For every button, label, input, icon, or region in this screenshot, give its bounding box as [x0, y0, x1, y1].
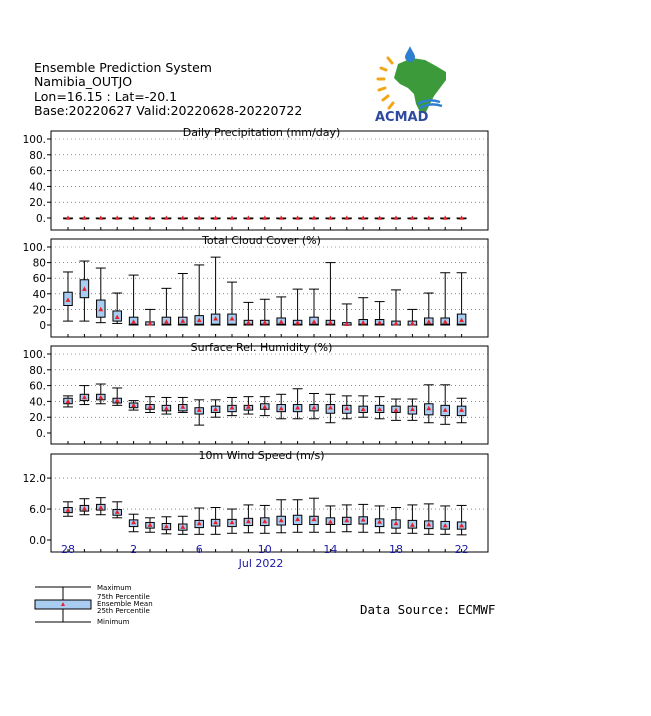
box-07-01	[112, 502, 122, 518]
box-07-12	[293, 500, 303, 533]
box-07-10	[260, 397, 270, 416]
box-07-11	[276, 215, 286, 219]
box-07-01	[112, 215, 122, 219]
box-07-02	[129, 275, 139, 325]
x-tick-label: 22	[454, 543, 469, 556]
box-07-20	[424, 293, 434, 325]
box-07-03	[145, 309, 155, 325]
panel-frame	[51, 454, 488, 552]
legend	[35, 584, 153, 626]
logo-text: ACMAD	[375, 110, 429, 125]
box-06-28	[63, 215, 73, 219]
x-tick-label: 28	[61, 543, 75, 556]
box-07-18	[391, 507, 401, 533]
y-tick-label: 80	[32, 257, 46, 270]
box-07-14	[325, 263, 335, 325]
y-tick-label: 0.	[35, 428, 46, 440]
y-tick-label: 0.0	[29, 535, 46, 547]
y-tick-label: 60	[32, 273, 46, 286]
box-07-17	[375, 397, 385, 419]
box-07-14	[325, 506, 335, 532]
x-tick-label: 6	[195, 543, 203, 556]
box-07-21	[440, 506, 450, 534]
box-07-05	[178, 516, 188, 534]
box-07-20	[424, 385, 434, 423]
box-07-11	[276, 394, 286, 418]
panel-title: Surface Rel. Humidity (%)	[190, 341, 333, 354]
y-tick-label: 60.	[29, 380, 46, 393]
x-tick-label: 18	[389, 543, 403, 556]
y-tick-label: 100.	[22, 349, 46, 361]
panel-title: 10m Wind Speed (m/s)	[198, 449, 325, 462]
y-tick-label: 100.	[22, 242, 46, 254]
x-tick-label: 10	[257, 543, 272, 556]
y-tick-label: 40	[32, 288, 46, 301]
box-07-14	[325, 394, 335, 422]
box-07-21	[440, 273, 450, 325]
acmad-logo	[375, 46, 446, 125]
box-07-05	[178, 274, 188, 325]
box-06-28	[63, 396, 73, 407]
y-tick-label: 40.	[29, 396, 46, 409]
box-07-20	[424, 504, 434, 534]
box-07-02	[129, 401, 139, 410]
x-tick-label: 2	[130, 543, 138, 556]
box-07-11	[276, 500, 286, 533]
box-07-17	[375, 215, 385, 219]
y-tick-label: 100.	[22, 134, 46, 146]
legend-p75-label: 75th Percentile	[97, 593, 150, 601]
y-tick-label: 60.	[29, 165, 46, 178]
box-07-15	[342, 304, 352, 326]
y-tick-label: 6.0	[29, 504, 46, 517]
y-tick-label: 0	[39, 320, 46, 332]
box-07-16	[358, 298, 368, 325]
header-location: Namibia_OUTJO	[34, 74, 133, 89]
box-06-29	[79, 215, 89, 219]
box-07-22	[457, 215, 467, 219]
box-07-17	[375, 506, 385, 533]
box-07-09	[243, 302, 253, 325]
box-07-15	[342, 215, 352, 219]
header-title: Ensemble Prediction System	[34, 60, 212, 75]
box-07-21	[440, 385, 450, 425]
box-07-22	[457, 505, 467, 534]
box-07-04	[161, 397, 171, 414]
y-tick-label: 0.	[35, 213, 46, 225]
africa-map-logo-icon	[378, 46, 446, 112]
y-tick-label: 40.	[29, 181, 46, 194]
box-06-30	[96, 215, 106, 219]
box-07-02	[129, 215, 139, 219]
y-tick-label: 20.	[29, 197, 46, 210]
x-tick-label: 14	[323, 543, 338, 556]
box-07-06	[194, 265, 204, 325]
box-07-18	[391, 215, 401, 219]
header	[34, 60, 302, 118]
box-07-15	[342, 396, 352, 419]
month-label: Jul 2022	[238, 557, 284, 570]
box-07-05	[178, 397, 188, 412]
box-07-13	[309, 498, 319, 532]
box-07-05	[178, 215, 188, 219]
box-07-19	[407, 215, 417, 219]
box-07-07	[211, 257, 221, 325]
y-tick-label: 80.	[29, 149, 46, 162]
box-06-30	[96, 498, 106, 515]
box-06-28	[63, 272, 73, 321]
box-07-04	[161, 288, 171, 325]
box-06-30	[96, 384, 106, 404]
y-tick-label: 80.	[29, 364, 46, 377]
box-06-29	[79, 499, 89, 515]
box-07-07	[211, 400, 221, 417]
panel-frame	[51, 131, 488, 230]
box-07-16	[358, 215, 368, 219]
header-dates: Base:20220627 Valid:20220628-20220722	[34, 103, 303, 118]
box-07-03	[145, 518, 155, 532]
box-07-13	[309, 394, 319, 419]
box-07-10	[260, 505, 270, 533]
box-06-29	[79, 386, 89, 405]
box-07-18	[391, 290, 401, 325]
legend-p25-label: 25th Percentile	[97, 607, 150, 615]
box-07-07	[211, 215, 221, 219]
box-07-13	[309, 215, 319, 219]
box-07-14	[325, 215, 335, 219]
x-axis	[61, 543, 469, 556]
box-06-30	[96, 268, 106, 323]
box-06-29	[79, 261, 89, 321]
panel-2	[23, 234, 488, 337]
y-tick-label: 12.0	[22, 473, 46, 486]
y-tick-label: 20.	[29, 412, 46, 425]
box-07-12	[293, 389, 303, 419]
box-07-10	[260, 215, 270, 219]
box-07-04	[161, 215, 171, 219]
box-07-16	[358, 504, 368, 532]
box-07-12	[293, 289, 303, 325]
header-coordinates: Lon=16.15 : Lat=-20.1	[34, 89, 178, 104]
box-07-12	[293, 215, 303, 219]
box-07-10	[260, 299, 270, 325]
box-07-09	[243, 397, 253, 414]
panel-title: Total Cloud Cover (%)	[202, 234, 321, 247]
box-07-08	[227, 397, 237, 415]
box-07-20	[424, 215, 434, 219]
box-07-17	[375, 302, 385, 325]
panel-3	[23, 341, 488, 444]
box-07-03	[145, 397, 155, 413]
box-07-04	[161, 517, 171, 534]
box-07-08	[227, 215, 237, 219]
box-07-21	[440, 215, 450, 219]
box-07-22	[457, 273, 467, 325]
box-07-16	[358, 396, 368, 417]
panel-4	[23, 449, 488, 552]
box-07-07	[211, 507, 221, 534]
box-07-02	[129, 514, 139, 532]
panel-title: Daily Precipitation (mm/day)	[182, 126, 341, 139]
box-07-01	[112, 388, 122, 405]
y-tick-label: 20	[32, 304, 46, 317]
panel-1	[23, 126, 488, 230]
box-07-06	[194, 400, 204, 425]
data-source: Data Source: ECMWF	[360, 602, 496, 617]
box-07-08	[227, 282, 237, 325]
panel-frame	[51, 346, 488, 444]
legend-mean-label: Ensemble Mean	[97, 600, 153, 608]
box-07-03	[145, 215, 155, 219]
box-07-01	[112, 293, 122, 323]
box-07-09	[243, 215, 253, 219]
box-07-11	[276, 297, 286, 325]
box-07-13	[309, 289, 319, 325]
box-07-22	[457, 398, 467, 422]
box-07-19	[407, 309, 417, 325]
panels	[23, 126, 488, 552]
box-06-28	[63, 502, 73, 516]
legend-max-label: Maximum	[97, 584, 132, 592]
box-07-08	[227, 509, 237, 533]
box-07-06	[194, 215, 204, 219]
box-07-06	[194, 508, 204, 534]
legend-min-label: Minimum	[97, 618, 130, 626]
